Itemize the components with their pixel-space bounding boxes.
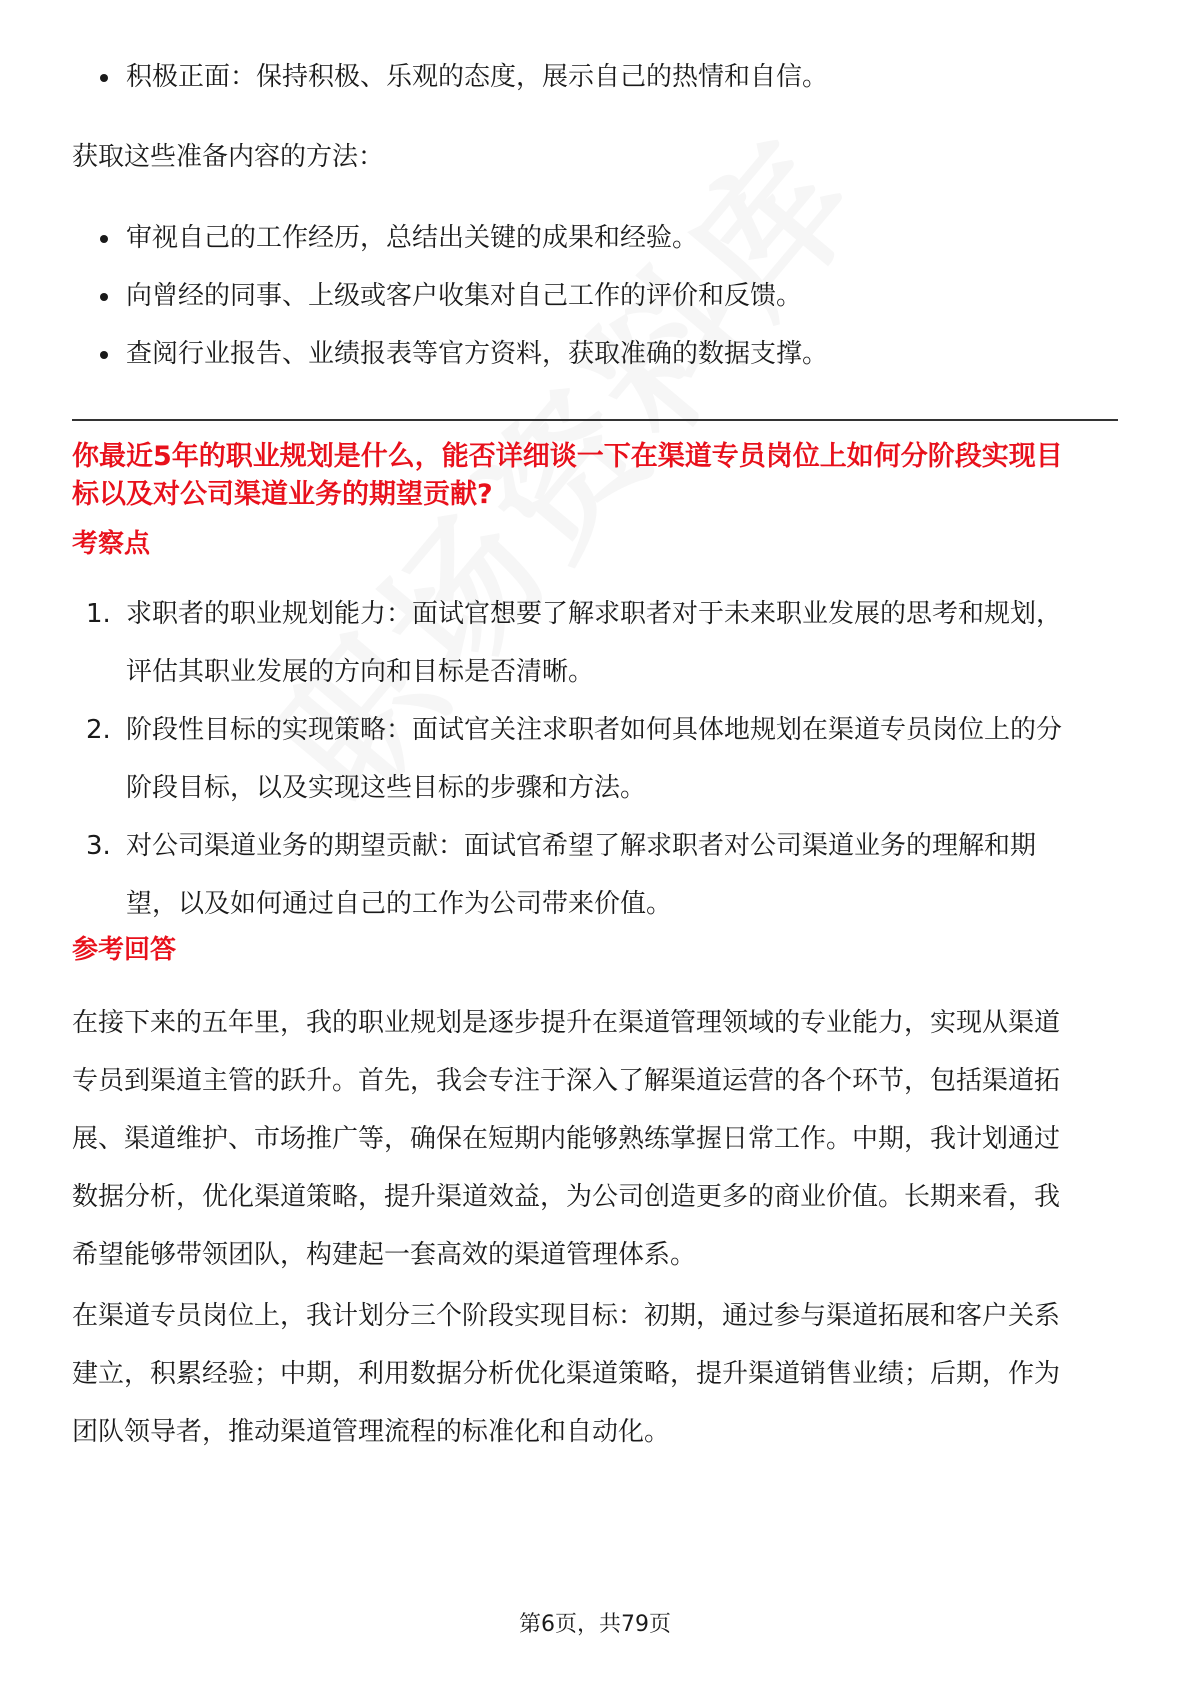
list-item — [72, 701, 1072, 817]
page-footer: 第6页，共79页 — [519, 1612, 671, 1637]
list-item: 审视自己的工作经历，总结出关键的成果和经验。 — [72, 209, 1118, 267]
list-text: 阶段性目标的实现策略：面试官关注求职者如何具体地规划在渠道专员岗位上的分阶段目标，以及实现这些目标的步骤和方法。 — [126, 715, 1063, 803]
list-text: 求职者的职业规划能力：面试官想要了解求职者对于未来职业发展的思考和规划，评估其职业发展的方向和目标是否清晰。 — [126, 599, 1063, 687]
answer-paragraph: 在接下来的五年里，我的职业规划是逐步提升在渠道管理领域的专业能力，实现从渠道专员到渠道主管的跃升。首先，我会专注于深入了解渠道运营的各个环节，包括渠道拓展、渠道维护、市场推广等，确保在短期内能够熟练掌握日常工作。中期，我计划通过数据分析，优化渠道策略，提升渠道效益，为公司创造更多的商业价值。长期来看，我希望能够带领团队，构建起一套高效的渠道管理体系。 — [72, 1008, 1061, 1270]
prep-bullets — [72, 48, 1118, 106]
focus-heading: 考察点 — [72, 529, 151, 559]
list-item: 积极正面：保持积极、乐观的态度，展示自己的热情和自信。 — [72, 48, 1118, 106]
list-text: 对公司渠道业务的期望贡献：面试官希望了解求职者对公司渠道业务的理解和期望，以及如何通过自己的工作为公司带来价值。 — [126, 831, 1037, 919]
section-divider — [72, 419, 1118, 421]
list-number: 1. — [86, 599, 111, 629]
list-number: 2. — [86, 715, 111, 745]
list-item — [72, 585, 1072, 701]
answer-paragraph: 在渠道专员岗位上，我计划分三个阶段实现目标：初期，通过参与渠道拓展和客户关系建立，积累经验；中期，利用数据分析优化渠道策略，提升渠道销售业绩；后期，作为团队领导者，推动渠道管理流程的标准化和自动化。 — [72, 1301, 1061, 1447]
question-title: 你最近5年的职业规划是什么，能否详细谈一下在渠道专员岗位上如何分阶段实现目标以及对公司渠道业务的期望贡献? — [72, 441, 1063, 510]
methods-intro: 获取这些准备内容的方法： — [72, 142, 385, 172]
list-item — [72, 817, 1072, 933]
focus-points — [72, 585, 1072, 933]
answer-heading: 参考回答 — [72, 935, 177, 965]
list-number: 3. — [86, 831, 111, 861]
list-item: 向曾经的同事、上级或客户收集对自己工作的评价和反馈。 — [72, 267, 1118, 325]
methods-list — [72, 209, 1118, 383]
list-item: 查阅行业报告、业绩报表等官方资料，获取准确的数据支撑。 — [72, 325, 1118, 383]
